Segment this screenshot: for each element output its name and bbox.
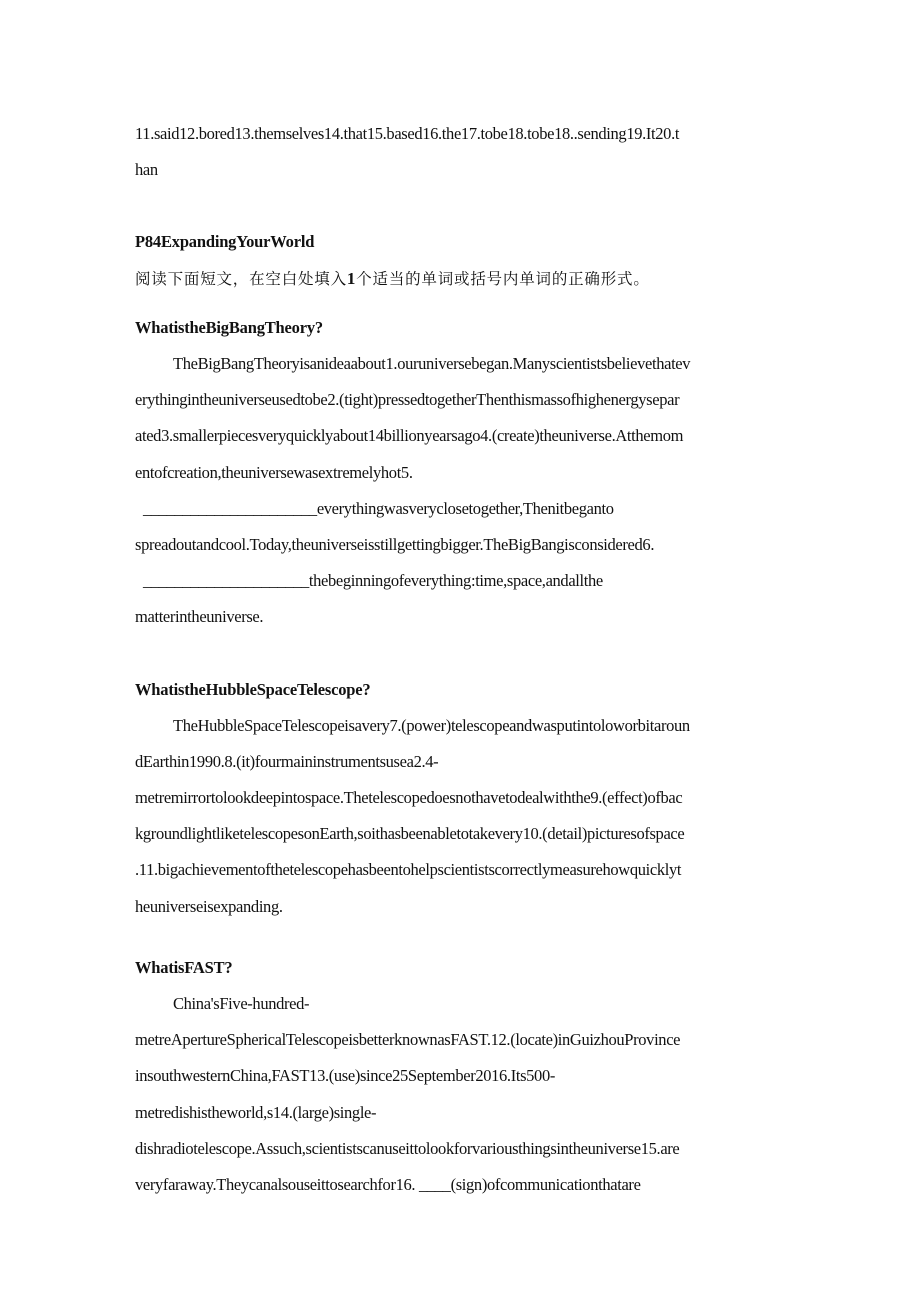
fast-line-6	[135, 1175, 641, 1195]
answer-key-line-2: han	[135, 160, 158, 179]
big-bang-line-7-text: thebeginningofeverything:time,space,andallthe	[308, 571, 603, 590]
hubble-line-4: kgroundlightliketelescopesonEarth,soithasbeenabletotakevery10.(detail)picturesofspace	[135, 824, 685, 843]
fast-line-2: metreApertureSphericalTelescopeisbetterknownasFAST.12.(locate)inGuizhouProvince	[135, 1030, 681, 1049]
instruction-text	[135, 269, 650, 289]
instruction-before: 阅读下面短文，在空白处填入	[135, 270, 347, 288]
big-bang-line-8: matterintheuniverse.	[135, 607, 264, 626]
big-bang-line-7	[143, 571, 603, 591]
instruction-number: 1	[346, 269, 357, 288]
fast-line-6-tail: (sign)ofcommunicationthatare	[450, 1175, 641, 1194]
blank-5: ______________________	[143, 499, 317, 518]
blank-6: _____________________	[143, 571, 309, 590]
fast-line-5: dishradiotelescope.Assuch,scientistscanuseittolookforvariousthingsintheuniverse15.are	[135, 1139, 680, 1158]
big-bang-line-5-text: everythingwasveryclosetogether,Thenitbeganto	[316, 499, 614, 518]
big-bang-line-3: ated3.smallerpiecesveryquicklyabout14billionyearsago4.(create)theuniverse.Atthemom	[135, 426, 684, 445]
hubble-line-6: heuniverseisexpanding.	[135, 897, 283, 916]
big-bang-line-2: erythingintheuniverseusedtobe2.(tight)pressedtogetherThenthismassofhighenergysepar	[135, 390, 680, 409]
hubble-title: WhatistheHubbleSpaceTelescope?	[135, 680, 371, 699]
hubble-line-3: metremirrortolookdeepintospace.Thetelescopedoesnothavetodealwiththe9.(effect)ofbac	[135, 788, 683, 807]
fast-line-1: China'sFive-hundred-	[173, 994, 310, 1013]
fast-line-4: metredishistheworld,s14.(large)single-	[135, 1103, 377, 1122]
hubble-line-1: TheHubbleSpaceTelescopeisavery7.(power)telescopeandwasputintoloworbitaroun	[173, 716, 690, 735]
big-bang-line-5	[143, 499, 614, 519]
fast-title: WhatisFAST?	[135, 958, 233, 977]
answer-key-line-1: 11.said12.bored13.themselves14.that15.based16.the17.tobe18.tobe18..sending19.It20.t	[135, 124, 680, 143]
hubble-line-2: dEarthin1990.8.(it)fourmaininstrumentsusea2.4-	[135, 752, 439, 771]
big-bang-line-6: spreadoutandcool.Today,theuniverseisstillgettingbigger.TheBigBangisconsidered6.	[135, 535, 655, 554]
fast-line-6-text: veryfaraway.Theycanalsouseittosearchfor16.	[135, 1175, 416, 1194]
hubble-line-5: .11.bigachievementofthetelescopehasbeentohelpscientistscorrectlymeasurehowquicklyt	[135, 860, 682, 879]
instruction-after: 个适当的单词或括号内单词的正确形式。	[356, 270, 650, 288]
fast-line-3: insouthwesternChina,FAST13.(use)since25September2016.Its500-	[135, 1066, 556, 1085]
big-bang-line-4: entofcreation,theuniversewasextremelyhot5.	[135, 463, 413, 482]
big-bang-title: WhatistheBigBangTheory?	[135, 318, 323, 337]
blank-16: ____	[418, 1175, 451, 1194]
section-heading: P84ExpandingYourWorld	[135, 232, 315, 251]
big-bang-line-1: TheBigBangTheoryisanideaabout1.ouruniversebegan.Manyscientistsbelievethatev	[173, 354, 691, 373]
